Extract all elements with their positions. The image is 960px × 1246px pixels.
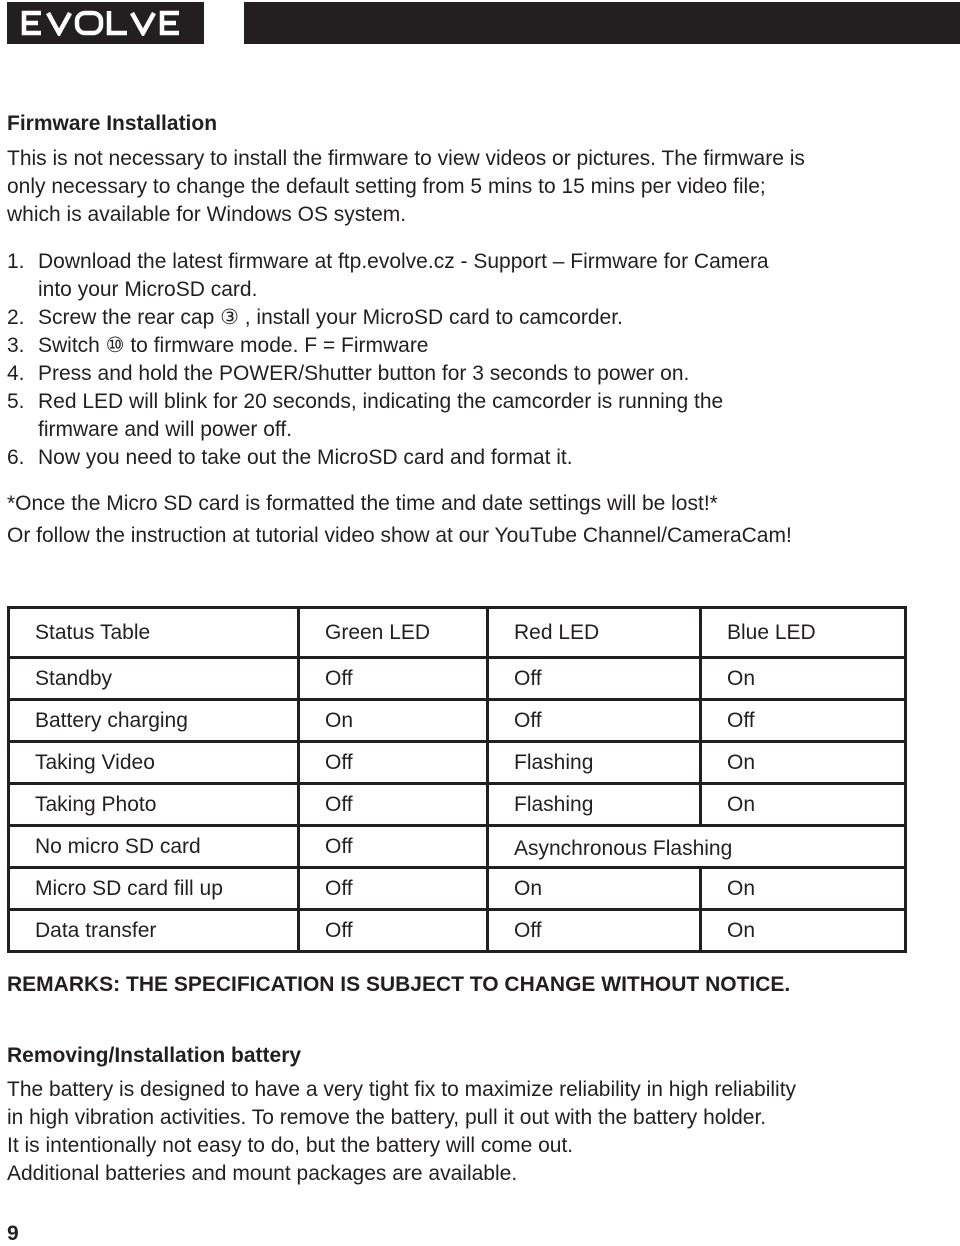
table-row — [9, 784, 906, 826]
table-cell: Flashing — [488, 742, 701, 784]
table-cell: Off — [701, 700, 906, 742]
step-number: 5. — [7, 390, 25, 413]
step-item — [7, 388, 769, 444]
table-cell: On — [701, 658, 906, 700]
step-text: into your MicroSD card. — [38, 278, 258, 301]
table-cell: On — [701, 742, 906, 784]
table-cell: Taking Video — [9, 742, 299, 784]
table-cell: Battery charging — [9, 700, 299, 742]
table-cell: Off — [488, 910, 701, 952]
step-number: 4. — [7, 362, 25, 385]
battery-line: Additional batteries and mount packages are available. — [7, 1162, 518, 1185]
step-text: Now you need to take out the MicroSD card and format it. — [38, 446, 573, 469]
table-cell: Flashing — [488, 784, 701, 826]
table-cell: Off — [488, 658, 701, 700]
header-bar — [244, 2, 960, 44]
table-cell: Off — [299, 658, 488, 700]
table-header-cell: Blue LED — [701, 608, 906, 658]
table-row — [9, 658, 906, 700]
step-text: firmware and will power off. — [38, 418, 293, 441]
battery-line: It is intentionally not easy to do, but the battery will come out. — [7, 1134, 574, 1157]
table-row — [9, 910, 906, 952]
table-cell: No micro SD card — [9, 826, 299, 868]
step-item — [7, 332, 769, 360]
intro-line: This is not necessary to install the firmware to view videos or pictures. The firmware is — [7, 147, 805, 170]
evolve-wordmark — [21, 10, 191, 36]
table-cell: On — [701, 910, 906, 952]
step-item — [7, 248, 769, 304]
step-item — [7, 360, 769, 388]
firmware-title: Firmware Installation — [7, 112, 218, 135]
remarks-notice: REMARKS: THE SPECIFICATION IS SUBJECT TO CHANGE WITHOUT NOTICE. — [7, 973, 791, 996]
step-item — [7, 444, 769, 472]
step-text: Screw the rear cap ③ , install your MicroSD card to camcorder. — [38, 306, 623, 329]
intro-line: only necessary to change the default setting from 5 mins to 15 mins per video file; — [7, 175, 766, 198]
table-cell: Data transfer — [9, 910, 299, 952]
step-text: Switch ⑩ to firmware mode. F = Firmware — [38, 334, 429, 357]
page-number: 9 — [7, 1222, 19, 1245]
brand-logo — [7, 2, 204, 44]
table-header-cell: Status Table — [9, 608, 299, 658]
table-header-row — [9, 608, 906, 658]
table-cell: Micro SD card fill up — [9, 868, 299, 910]
table-cell: Off — [299, 826, 488, 868]
battery-title: Removing/Installation battery — [7, 1044, 302, 1067]
table-cell: On — [299, 700, 488, 742]
table-cell: Off — [488, 700, 701, 742]
battery-text — [7, 1076, 796, 1188]
table-row — [9, 868, 906, 910]
firmware-intro — [7, 145, 805, 229]
table-cell: Off — [299, 910, 488, 952]
table-cell: On — [701, 784, 906, 826]
battery-line: The battery is designed to have a very tight fix to maximize reliability in high reliability — [7, 1078, 797, 1101]
table-cell: Off — [299, 784, 488, 826]
step-text: Press and hold the POWER/Shutter button for 3 seconds to power on. — [38, 362, 690, 385]
step-text: Download the latest firmware at ftp.evolve.cz - Support – Firmware for Camera — [38, 250, 769, 273]
step-item — [7, 304, 769, 332]
step-number: 3. — [7, 334, 25, 357]
table-cell: Off — [299, 868, 488, 910]
table-cell: Off — [299, 742, 488, 784]
step-number: 2. — [7, 306, 25, 329]
tutorial-note: Or follow the instruction at tutorial video show at our YouTube Channel/CameraCam! — [7, 524, 792, 547]
table-cell: Standby — [9, 658, 299, 700]
table-cell: On — [701, 868, 906, 910]
step-text: Red LED will blink for 20 seconds, indicating the camcorder is running the — [38, 390, 724, 413]
step-number: 6. — [7, 446, 25, 469]
table-cell: On — [488, 868, 701, 910]
table-row — [9, 826, 906, 868]
battery-line: in high vibration activities. To remove the battery, pull it out with the battery holder. — [7, 1106, 767, 1129]
intro-line: which is available for Windows OS system. — [7, 203, 407, 226]
format-warning: *Once the Micro SD card is formatted the time and date settings will be lost!* — [7, 492, 718, 515]
table-cell: Taking Photo — [9, 784, 299, 826]
table-row — [9, 700, 906, 742]
firmware-steps — [7, 248, 769, 472]
table-row — [9, 742, 906, 784]
status-table — [7, 606, 907, 953]
table-header-cell: Green LED — [299, 608, 488, 658]
step-number: 1. — [7, 250, 25, 273]
table-cell-merged: Asynchronous Flashing — [488, 826, 906, 868]
table-header-cell: Red LED — [488, 608, 701, 658]
